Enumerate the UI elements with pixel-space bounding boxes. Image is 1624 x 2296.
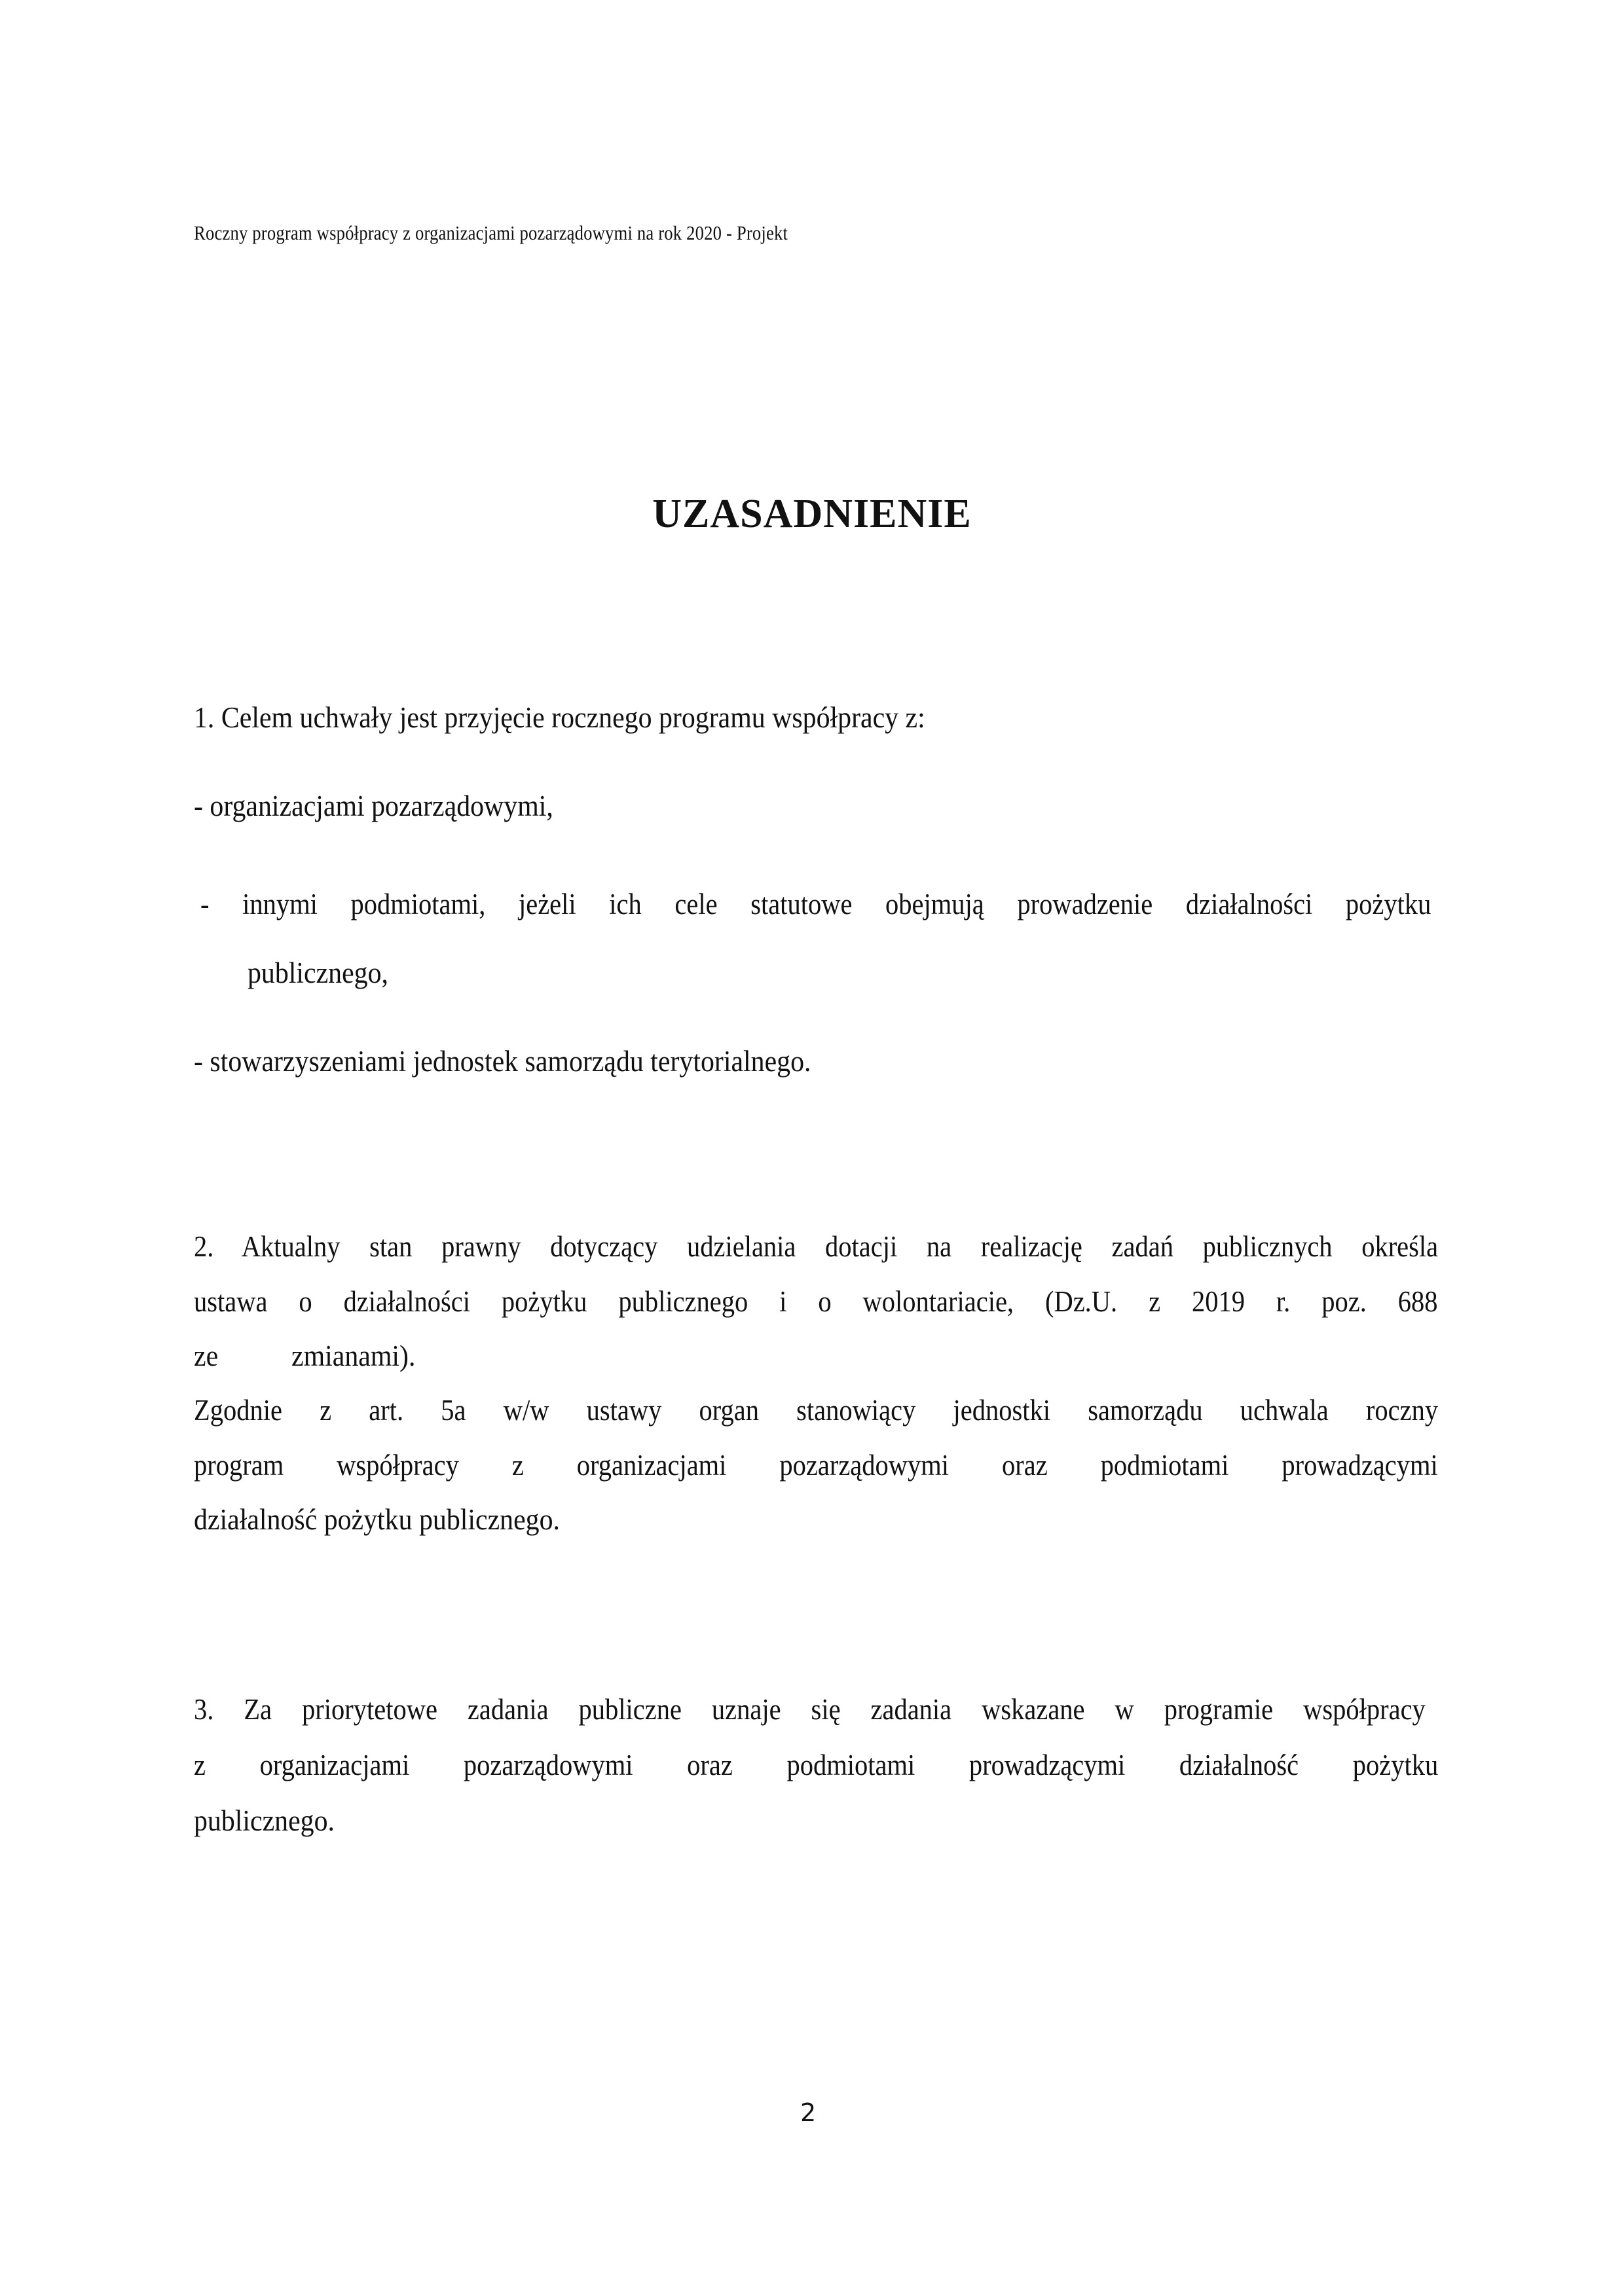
- list-item: - stowarzyszeniami jednostek samorządu terytorialnego.: [194, 1045, 811, 1078]
- section-1-intro: 1. Celem uchwały jest przyjęcie rocznego programu współpracy z:: [194, 701, 925, 734]
- list-item-continuation: publicznego,: [248, 957, 389, 989]
- running-header: Roczny program współpracy z organizacjami pozarządowymi na rok 2020 - Projekt: [194, 221, 788, 244]
- paragraph-line: Zgodnie z art. 5a w/w ustawy organ stanowiący jednostki samorządu uchwala roczny: [194, 1394, 1439, 1427]
- paragraph-line: zmianami).: [291, 1339, 416, 1372]
- page-number: 2: [800, 2098, 817, 2127]
- paragraph-line: 3. Za priorytetowe zadania publiczne uznaje się zadania wskazane w programie współpracy: [194, 1693, 1426, 1726]
- paragraph-line: ustawa o działalności pożytku publicznego i o wolontariacie, (Dz.U. z 2019 r. poz. 688: [194, 1285, 1438, 1318]
- paragraph-line: działalność pożytku publicznego.: [194, 1503, 560, 1536]
- list-item: - innymi podmiotami, jeżeli ich cele statutowe obejmują prowadzenie działalności pożytku: [200, 888, 1431, 920]
- paragraph-line: z organizacjami pozarządowymi oraz podmiotami prowadzącymi działalność pożytku: [194, 1749, 1439, 1781]
- list-item: - organizacjami pozarządowymi,: [194, 790, 553, 822]
- paragraph-line: 2. Aktualny stan prawny dotyczący udzielania dotacji na realizację zadań publicznych określa: [194, 1230, 1439, 1263]
- paragraph-line: program współpracy z organizacjami pozarządowymi oraz podmiotami prowadzącymi: [194, 1449, 1438, 1482]
- paragraph-line: ze: [194, 1339, 219, 1372]
- paragraph-line: publicznego.: [194, 1804, 335, 1837]
- document-title: UZASADNIENIE: [652, 492, 972, 536]
